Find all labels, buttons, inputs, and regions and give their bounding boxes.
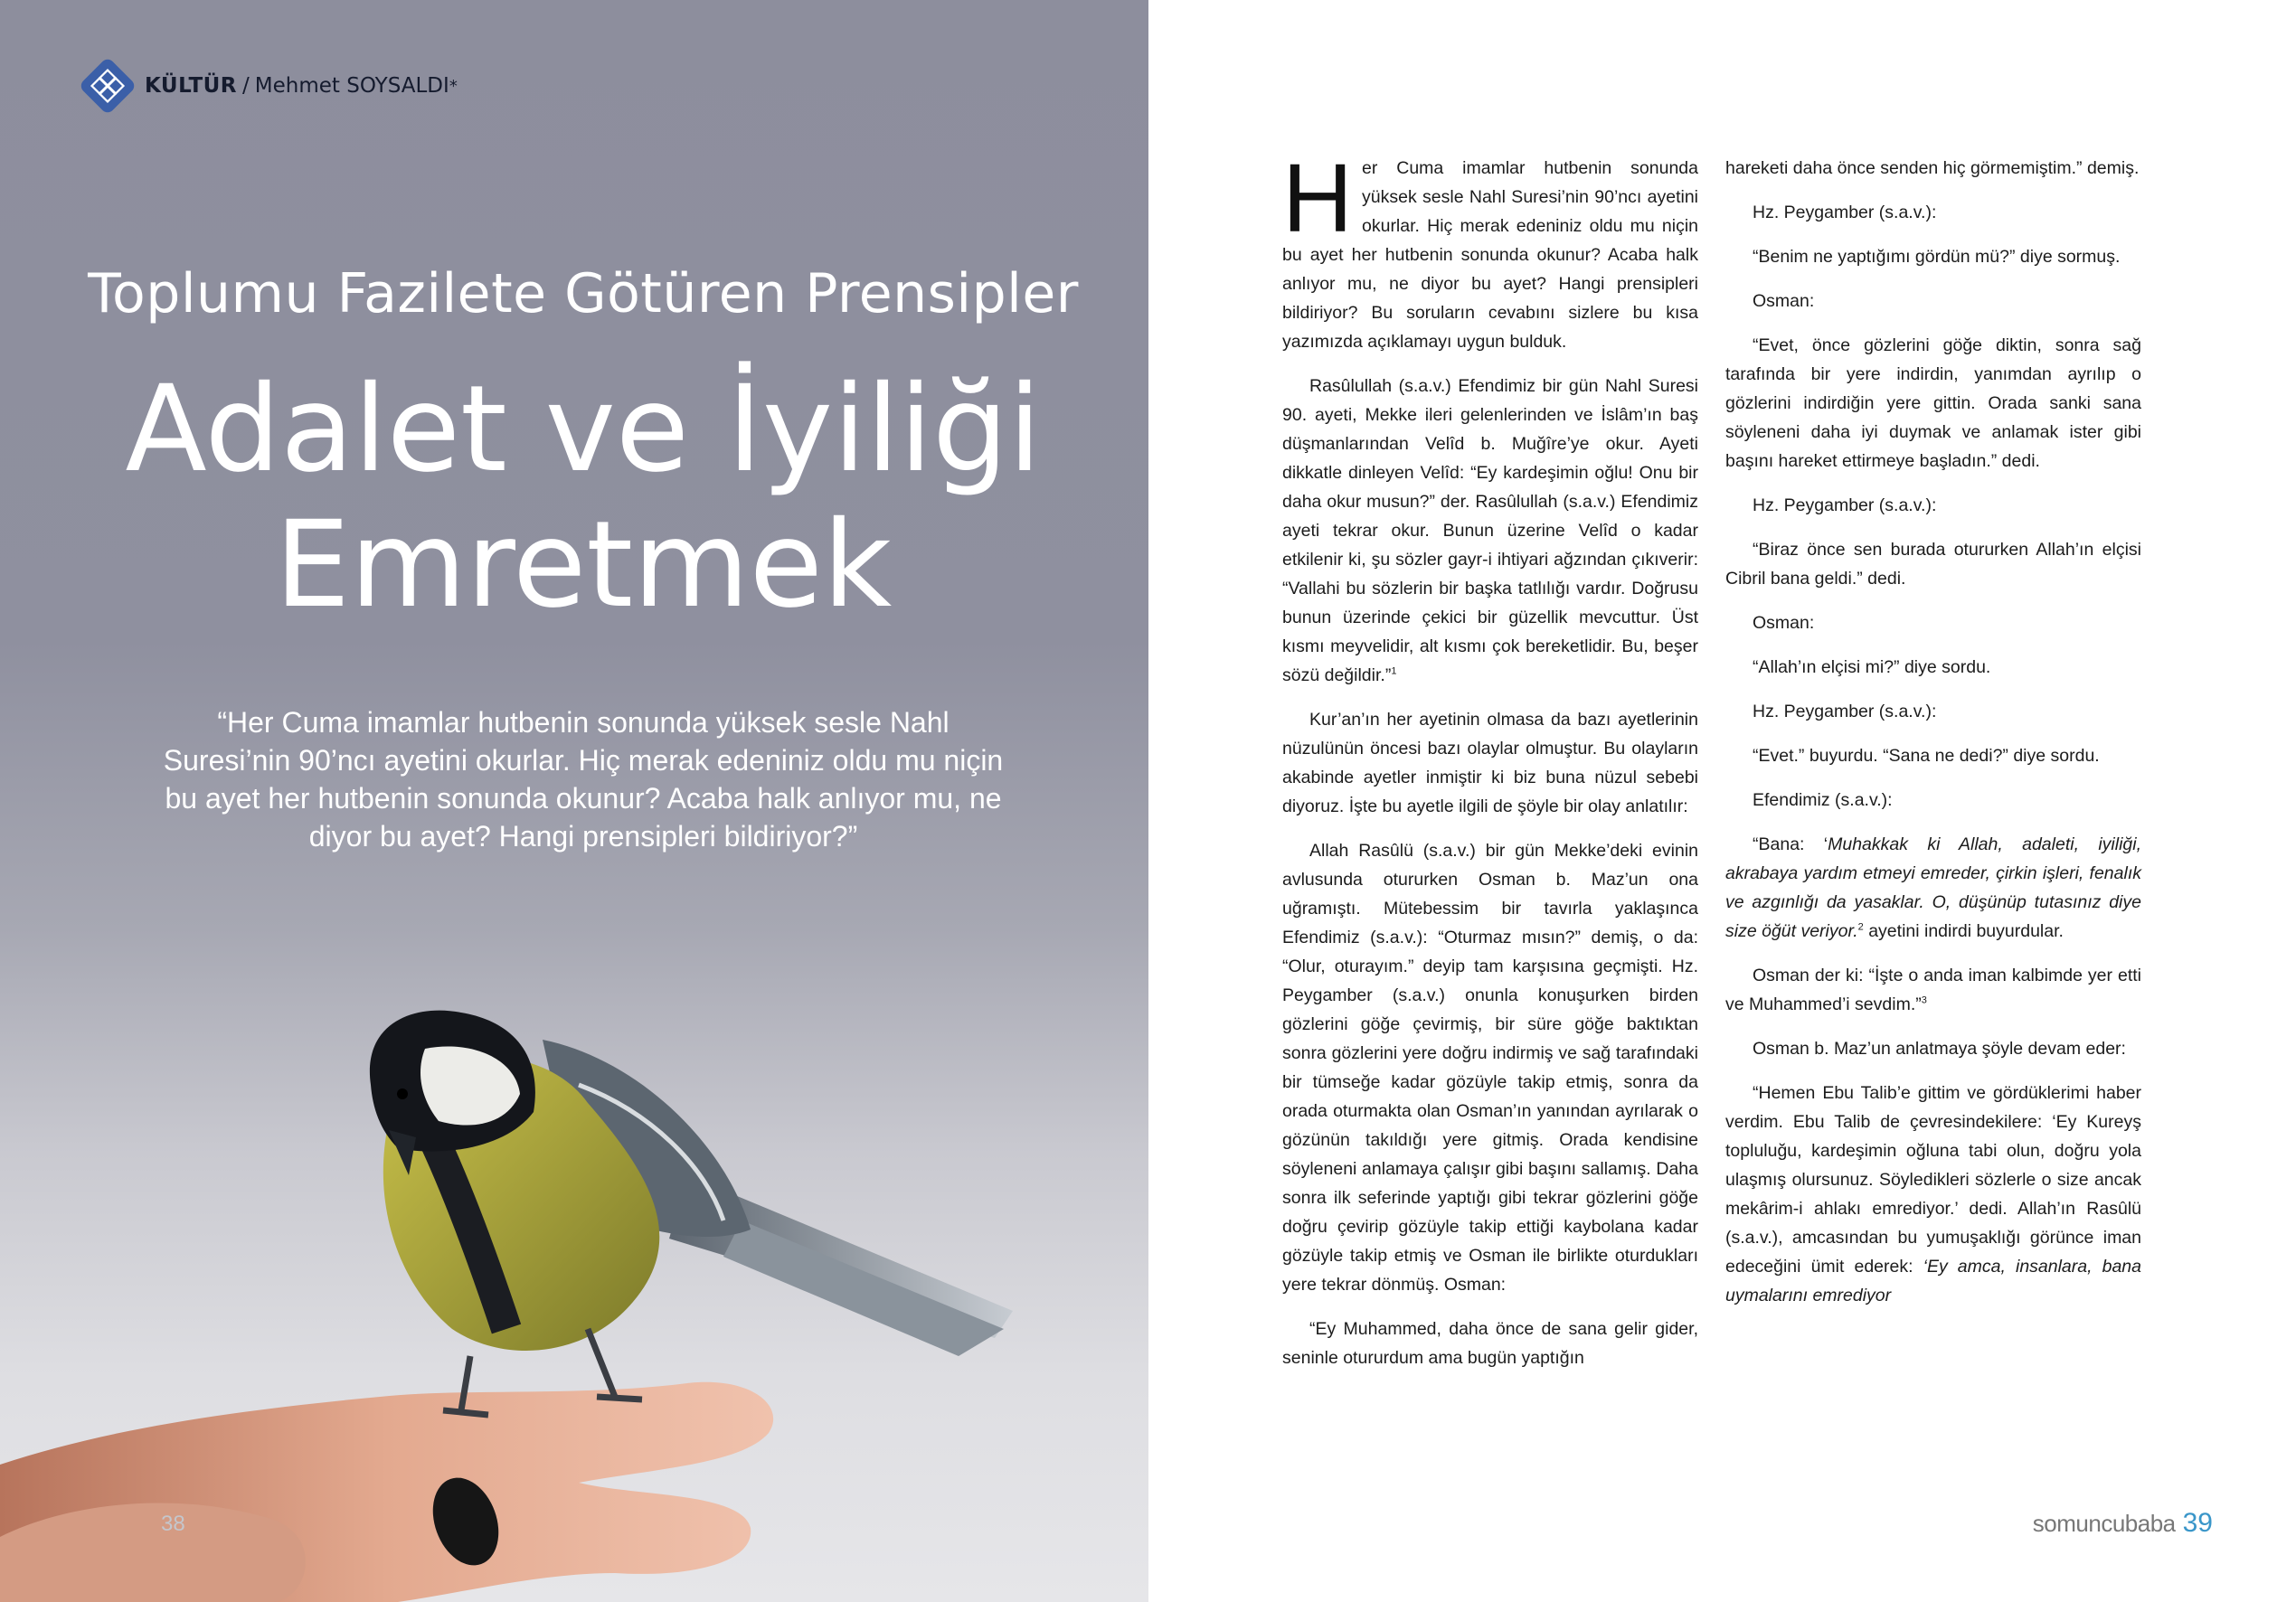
title-line-2: Emretmek [274, 495, 893, 635]
paragraph: “Evet.” buyurdu. “Sana ne dedi?” diye sordu. [1753, 746, 2100, 766]
paragraph: Efendimiz (s.a.v.): [1753, 790, 1893, 810]
paragraph: hareketi daha önce senden hiç görmemiştim.” demiş. [1725, 158, 2140, 178]
paragraph: Rasûlullah (s.a.v.) Efendimiz bir gün Nahl Suresi 90. ayeti, Mekke ileri gelenlerinden ve İslâm’ın baş düşmanlarından Velîd b. Muğîre’ye okur. Ayeti dikkatle dinleyen Velîd: “Ey kardeşimin oğlu! Onu bir daha okur musun?” der. Rasûlullah (s.a.v.) Efendimiz ayeti tekrar okur. Bunun üzerine Velîd o kadar etkilenir ki, şu sözler gayr-i ihtiyari ağzından çıkıverir: “Vallahi bu sözlerin bir başka tatlılığı vardır. Doğrusu bunun üzerinde çekici bir güzellik mevcuttur. Üst kısmı meyvelidir, alt kısmı çok bereketlidir. Bu, beşer sözü değildir.”$^1$ [1282, 376, 1698, 685]
paragraph: Osman b. Maz’un anlatmaya şöyle devam eder: [1753, 1039, 2126, 1059]
paragraph: “Evet, önce gözlerini göğe diktin, sonra sağ tarafında bir yere indirdin, yanımdan ayrılıp o gözlerini indirdiğin yere gittin. Orada sanki sana söyleneni daha iyi duymak ve anlamak ister gibi başını hareket ettirmeye başladın.” dedi. [1725, 335, 2141, 471]
culture-logo-icon [76, 54, 139, 118]
paragraph: “Biraz önce sen burada otururken Allah’ın elçisi Cibril bana geldi.” dedi. [1725, 540, 2141, 589]
article-column-1 [1282, 143, 1698, 1388]
author-footnote-mark: * [449, 76, 458, 96]
magazine-name: somuncubaba [2032, 1510, 2176, 1537]
article-column-2 [1725, 154, 2141, 1325]
right-page [1148, 0, 2296, 1602]
paragraph: Osman: [1753, 291, 1815, 311]
footnote-ref: 1 [1391, 665, 1397, 677]
paragraph: Hz. Peygamber (s.a.v.): [1753, 495, 1937, 515]
footnote-ref: 2 [1857, 921, 1864, 933]
section-name: KÜLTÜR [145, 74, 238, 98]
verse-quote: Muhakkak ki Allah, adaleti, iyiliği, akrabaya yardım etmeyi emreder, çirkin işleri, fenalık ve azgınlığı da yasaklar. O, düşünüp tutasınız diye size öğüt veriyor. [1725, 834, 2141, 941]
lead-quote: “Her Cuma imamlar hutbenin sonunda yüksek sesle Nahl Suresi’nin 90’ncı ayetini okurlar. Hiç merak edeniniz oldu mu niçin bu ayet her hutbenin sonunda okunur? Acaba halk anlıyor mu, ne diyor bu ayet? Hangi prensipleri bildiriyor?” [163, 706, 1004, 853]
title-line-1: Adalet ve İyiliği [125, 360, 1042, 499]
footnote-ref: 3 [1921, 994, 1927, 1006]
paragraph: Allah Rasûlü (s.a.v.) bir gün Mekke’deki evinin avlusunda otururken Osman b. Maz’un ona uğramıştı. Mütebessim bir tavırla yaklaşınca Efendimiz (s.a.v.): “Oturmaz mısın?” demiş, o da: “Olur, oturayım.” deyip tam karşısına geçmişti. Hz. Peygamber (s.a.v.) onunla konuşurken birden gözlerini göğe çevirmiş, bir süre göğe baktıktan sonra gözlerini yere doğru indirmiş ve sağ tarafındaki bir tümseğe kadar gözüyle takip etmiş, sonra da orada oturmakta olan Osman’ın yanından ayrılarak o gözünün takıldığı yere gitmiş. Orada kendisine söyleneni anlamaya çalışır gibi başını sallamış. Daha sonra ilk seferinde yaptığı gibi tekrar gözlerini göğe doğru çevirip gözüyle takip ettiği kaybolana kadar gözüyle takip etmiş ve Osman ile birlikte oturdukları yere tekrar dönmüş. Osman: [1282, 841, 1698, 1295]
paragraph: Her Cuma imamlar hutbenin sonunda yüksek sesle Nahl Suresi’nin 90’ncı ayetini okurlar. Hiç merak edeniniz oldu mu niçin bu ayet her hutbenin sonunda okunur? Acaba halk anlıyor mu, ne diyor bu ayet? Hangi prensipleri bildiriyor? Bu soruların cevabını sizlere bu kısa yazımızda açıklamayı uygun bulduk. [1282, 143, 1698, 352]
paragraph: Hz. Peygamber (s.a.v.): [1753, 203, 1937, 222]
right-page-number: 39 [2182, 1508, 2213, 1538]
bird-on-hand-photo [0, 904, 1148, 1602]
paragraph: Osman der ki: “İşte o anda iman kalbimde yer etti ve Muhammed’i sevdim.”$^3$ [1725, 966, 2141, 1014]
article-subtitle: Toplumu Fazilete Götüren Prensipler [88, 262, 1079, 325]
paragraph: Hz. Peygamber (s.a.v.): [1753, 702, 1937, 721]
paragraph: “Ey Muhammed, daha önce de sana gelir gider, seninle otururdum ama bugün yaptığın [1282, 1319, 1698, 1368]
article-title [81, 362, 1085, 633]
author-name: Mehmet SOYSALDI [254, 74, 449, 98]
paragraph: “Allah’ın elçisi mi?” diye sordu. [1753, 657, 1991, 677]
paragraph: “Hemen Ebu Talib’e gittim ve gördüklerimi haber verdim. Ebu Talib de çevresindekilere: ‘Ey Kureyş topluluğu, kardeşimin oğluna tabi olun, doğru yola ulaşmış olursunuz. Söyledikleri sözlerle o size ancak mekârim-i ahlakı emrediyor.’ dedi. Allah’ın Rasûlü (s.a.v.), amcasından bu yumuşaklığı görünce iman edeceğini ümit ederek: ‘Ey amca, insanlara, bana uymalarını emrediyor [1725, 1083, 2141, 1305]
drop-cap: H [1282, 143, 1353, 252]
paragraph: Osman: [1753, 613, 1815, 633]
author-separator: / [242, 74, 250, 98]
section-header [76, 54, 458, 118]
page-footer [2033, 1508, 2213, 1539]
paragraph: Kur’an’ın her ayetinin olmasa da bazı ayetlerinin nüzulünün öncesi bazı olaylar olmuştur. Bu olayların akabinde ayetler inmiştir ki biz buna nüzul sebebi diyoruz. İşte bu ayetle ilgili de şöyle bir olay anlatılır: [1282, 710, 1698, 816]
paragraph: “Benim ne yaptığımı gördün mü?” diye sormuş. [1753, 247, 2121, 267]
paragraph: “Bana: ‘Muhakkak ki Allah, adaleti, iyiliği, akrabaya yardım etmeyi emreder, çirkin işleri, fenalık ve azgınlığı da yasaklar. O, düşünüp tutasınız diye size öğüt veriyor.$^2$ ayetini indirdi buyurdular. [1725, 834, 2141, 941]
left-page-number: 38 [161, 1512, 185, 1536]
